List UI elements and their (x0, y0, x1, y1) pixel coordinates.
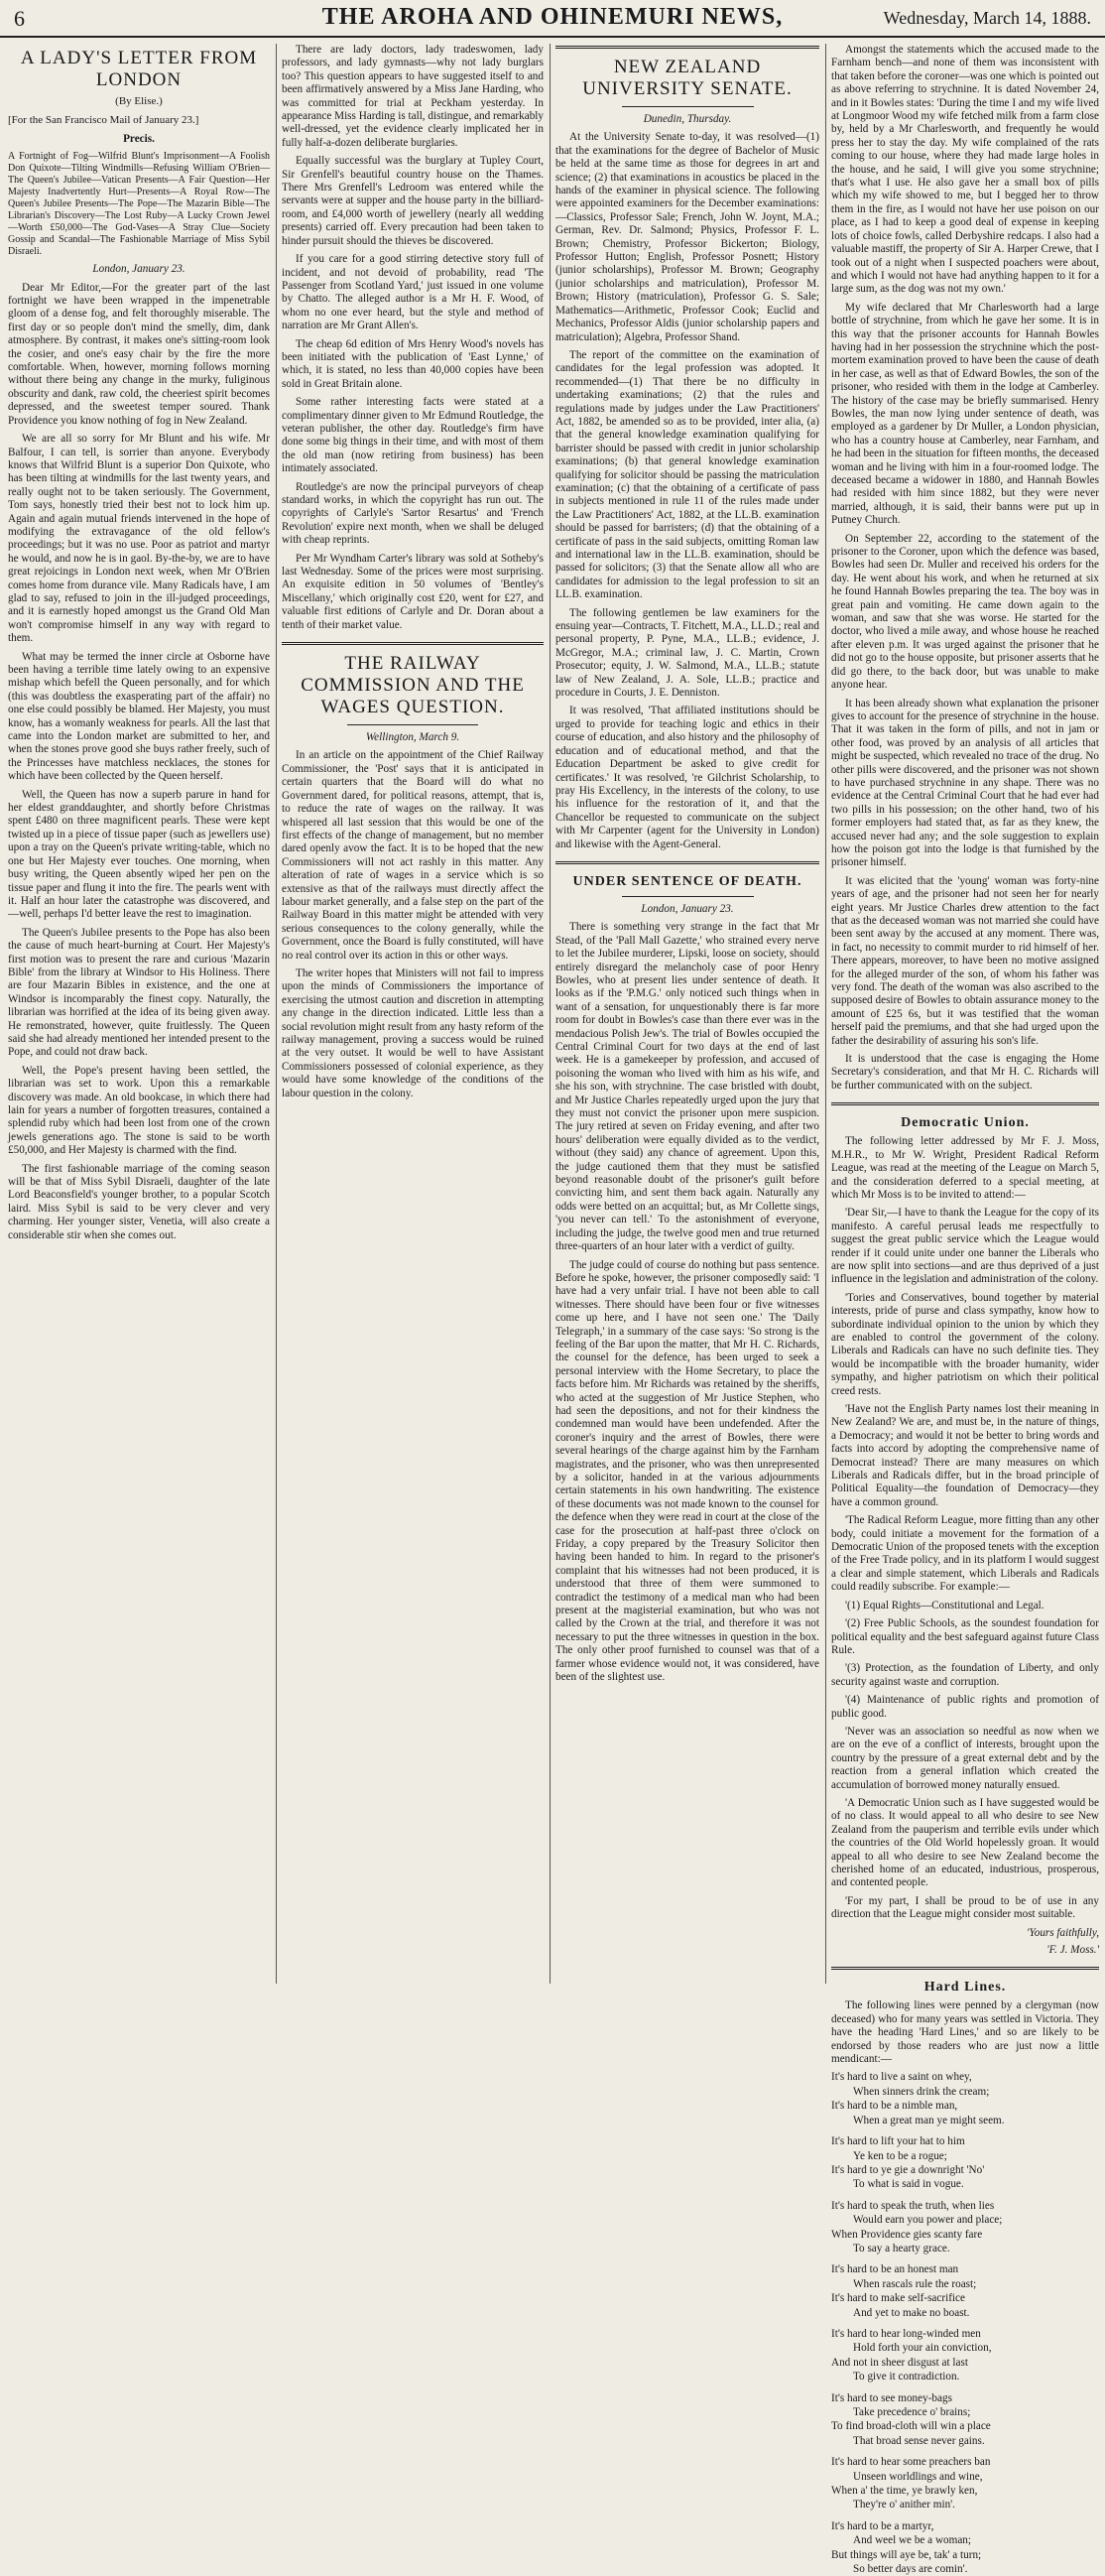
poem-line: It's hard to speak the truth, when lies (831, 2199, 995, 2212)
poem-stanza (831, 2392, 1099, 2449)
sentence-paragraph: On September 22, according to the statement of the prisoner to the Coroner, upon which the defence was based, Bowles had seen Dr. Muller and received his orders for the day. He went about his work, and when he returned at six he found Hannah Bowles preparing the tea. The boy was in great pain and vomiting. He came down again to the woman, and saw that she was worse. He started for the doctor, who lived a mile away, and whose house he reached after eleven p.m. It was urged against the prisoner that he did not go to the house opposite, but prisoner asserts that he did go there, to the back door, but was unable to make anyone hear. (831, 532, 1099, 692)
poem-line: When rascals rule the roast; (853, 2277, 977, 2290)
union-paragraph: 'A Democratic Union such as I have suggested would be of no class. It would appeal to all who desire to see New Zealand from the pauperism and terrible evils under which the countries of the Old World hopelessly groan. It would appeal to all who desire to see New Zealand become the cherished home of an educated, industrious, prosperous, and contented people. (831, 1796, 1099, 1889)
poem-line: Ye ken to be a rogue; (853, 2149, 947, 2162)
letter-byline: (By Elise.) (115, 95, 163, 107)
poem-line: When Providence gies scanty fare (831, 2228, 983, 2241)
column-2 (282, 44, 544, 1984)
poem-stanza (831, 2200, 1099, 2256)
railway-dateline: Wellington, March 9. (365, 731, 460, 744)
section-divider (555, 46, 819, 49)
university-paragraph: The following gentlemen be law examiners for the ensuing year—Contracts, T. Fitchett, M.A., LL.D.; real and personal property, P. Pyne, M.A., LL.B.; evidence, J. McGregor, M.A.; criminal law, J. C. Martin, Crown Prosecutor; equity, J. W. Salmond, M.A., LL.B.; statute law of New Zealand, J. A. Sole, LL.B.; practice and procedure in Courts, J. E. Denniston. (555, 606, 819, 700)
letter-paragraph: Well, the Pope's present having been settled, the librarian was set to work. Upon this a remarkable discovery was made. An old bookcase, in which there had lain for years a number of forgotten treasures, contained a splendid ruby which had been lost from one of the crown jewels generations ago. The stone is said to be worth £50,000, and Her Majesty is charmed with the find. (8, 1064, 270, 1157)
section-divider (831, 1102, 1099, 1105)
union-paragraph: 'Have not the English Party names lost their meaning in New Zealand? We are, and must be, in the nature of things, a Democracy; and would it not be better to bring words and facts into accord by adopting the comprehensive name of Democrat instead? There are many measures on which Liberals and Radicals differ, but in the broad principle of Political Equality—the foundation of Democracy—they have a common ground. (831, 1403, 1099, 1508)
column-4 (831, 44, 1099, 2576)
poem-line: Would earn you power and place; (853, 2214, 1003, 2227)
poem-line: It's hard to hear long-winded men (831, 2327, 981, 2340)
letter-paragraph: Well, the Queen has now a superb parure in hand for her eldest granddaughter, and shortly before Christmas spent £480 on three magnificent pearls. These were kept twisted up in a piece of tissue paper (such as jewellers use) upon a tray on the Queen's private writing-table, which no one but Her Majesty ever touches. One morning, when busy writing, the Queen absently wiped her pen on the tissue paper and flung it into the fire. The pearls went with it. Half an hour later the catastrophe was discovered, and—well, perhaps I'd better leave the rest to imagination. (8, 788, 270, 921)
letter-paragraph: If you care for a good stirring detective story full of incident, and not devoid of probability, read 'The Passenger from Scotland Yard,' just issued in one volume by Chatto. The alleged author is a Mr H. F. Wood, of whom no one ever heard, but the style and method of narration are Mr Grant Allen's. (282, 253, 544, 332)
poem-line: And not in sheer disgust at last (831, 2356, 968, 2369)
poem-line: When sinners drink the cream; (853, 2085, 990, 2098)
letter-headline: A LADY'S LETTER FROM LONDON (20, 48, 258, 90)
hardlines-headline: Hard Lines. (923, 1980, 1007, 1996)
union-headline: Democratic Union. (901, 1115, 1030, 1131)
poem-line: It's hard to be an honest man (831, 2263, 959, 2276)
headline-rule (622, 106, 754, 107)
letter-paragraph: Dear Mr Editor,—For the greater part of the last fortnight we have been wrapped in the impenetrable gloom of a dense fog, and felt thoroughly miserable. The first day or so people don't mind the smelly, dim, dank atmosphere. By contrast, it makes one's sitting-room look the cosier, and one's easy chair by the fire the more comfortable. When, however, morning follows morning without there being any change in the murky, fuliginous obscurity and dank, raw cold, the cheeriest spirit becomes depressed, and the sweetest temper soured. Thank Providence you know nothing of fog in New Zealand. (8, 281, 270, 427)
poem-line: It's hard to lift your hat to him (831, 2135, 965, 2148)
poem-stanza (831, 2135, 1099, 2192)
railway-headline: THE RAILWAY COMMISSION AND THE WAGES QUESTION. (301, 653, 525, 718)
railway-paragraph: The writer hopes that Ministers will not fail to impress upon the minds of Commissioners the importance of exercising the utmost caution and discretion in attempting any change in the direction indicated. Little less than a social revolution might result from any hasty reform of the railway management, proving a success would be ruined at the very outset. It would be well to have Assistant Commissioners possessed of colonial experience, as they would have some knowledge of the conditions of the labour question in the colony. (282, 966, 544, 1099)
poem-line: When a' the time, ye brawly ken, (831, 2485, 978, 2498)
headline-rule (347, 724, 478, 725)
poem-stanza (831, 2071, 1099, 2127)
university-dateline: Dunedin, Thursday. (643, 113, 732, 125)
poem-line: To give it contradiction. (853, 2371, 960, 2383)
issue-date: Wednesday, March 14, 1888. (883, 8, 1091, 28)
poem-line: Unseen worldlings and wine, (853, 2470, 983, 2483)
poem-line: It's hard to see money-bags (831, 2391, 952, 2404)
section-divider (831, 1967, 1099, 1970)
column-3 (555, 44, 819, 1984)
letter-paragraph: The Queen's Jubilee presents to the Pope has also been the cause of much heart-burning at Court. Her Majesty's first motion was to present the rare and curious 'Mazarin Bible' from the library at Windsor to His Holiness. There are four Mazarin Bibles in existence, and the one at Windsor is incomparably the finest copy. Naturally, the librarian was horrified at the idea of its being given away. He remonstrated, however, quite fruitlessly. The Queen said she had already mentioned her intended present to the Pope, and could not draw back. (8, 926, 270, 1059)
letter-paragraph: Some rather interesting facts were stated at a complimentary dinner given to Mr Edmund Routledge, the veteran publisher, the other day. Routledge's firm have done some big things in their time, and with most of them the old man (now retiring from business) has been intimately associated. (282, 396, 544, 475)
sentence-paragraph: The judge could of course do nothing but pass sentence. Before he spoke, however, the prisoner composedly said: 'I have had a very unfair trial. I have not been able to call witnesses. There should have been four or five witnesses come up here, and I have not seen one.' The 'Daily Telegraph,' in a summary of the case says: 'So strong is the feeling of the Bar upon the matter, that Mr H. C. Richards, the counsel for the defence, has been urged to seek a personal interview with the Home Secretary, to place the facts before him. Mr Richards was retained by the sheriffs, who acted at the suggestion of Mr Justice Stephen, who had seen the depositions, and not for their kindness the condemned man would have been undefended. After the coroner's inquiry and the arrest of Bowles, there were several hearings of the charge against him by the Farnham magistrates, and the prisoner, who was then unrepresented by a solicitor, handed in at the various adjournments certain statements in his own handwriting. The existence of these documents was not made known to the counsel for the defence when they were read in court at the close of the case for the prosecution at half-past three o'clock on Friday, a copy prepared by the Treasury Solicitor then having been handed to him. In regard to the prisoner's complaint that his witnesses had not been produced, it is understood that three of them were summoned to contradict the testimony of a medical man who had been present at the magisterial examination, but who was not called by the Crown at the trial, and therefore it was not necessary to put the three witnesses in question in the box. The only other proof furnished to counsel was that of a farmer whose evidence would not, it was considered, have been of the slightest use. (555, 1258, 819, 1684)
poem-line: It's hard to be a martyr, (831, 2519, 934, 2532)
poem-line: To find broad-cloth will win a place (831, 2420, 991, 2433)
union-paragraph: '(1) Equal Rights—Constitutional and Legal. (845, 1599, 1044, 1611)
letter-dateline: London, January 23. (92, 263, 185, 276)
poem-stanza (831, 2456, 1099, 2512)
page-number: 6 (14, 6, 25, 31)
union-paragraph: 'Never was an association so needful as now when we are on the eve of a conflict of interests, brought upon the country by the pressure of a great external debt and by the reaction from a general inflation which created the accumulation of borrowed money naturally ensued. (831, 1725, 1099, 1791)
union-paragraph: 'Tories and Conservatives, bound together by material interests, pride of purse and class sympathy, know how to subordinate individual opinion to the union by which they are enabled to control the government of the colony. Liberals and Radicals can have no such definite ties. They would be incompatible with the broader humanity, wider sympathy, and higher patriotism on which their political creed rests. (831, 1291, 1099, 1397)
column-rule (825, 44, 826, 1984)
sentence-paragraph: It was elicited that the 'young' woman was forty-nine years of age, and the prisoner had not seen her for nearly eight years. Mr Justice Charles drew attention to the fact that as the deceased woman was not married she could have been sent away by the accused at any moment. There was, in fact, no necessity to commit murder to rid himself of her. There appears, moreover, to have been no motive assigned for the alleged murder of the son, of whom his father was very fond. The death of the woman was also ascribed to the supposed desire of Bowles to obtain assurance money to the amount of £25 6s, but it was testified that the woman herself paid the premiums, and that she had urged upon the father the desirability of assuring his son's life. (831, 874, 1099, 1047)
sentence-paragraph: There is something very strange in the fact that Mr Stead, of the 'Pall Mall Gazette,' who strained every nerve to let the Jubilee murderer, Lipski, loose on society, should entirely disregard the melancholy case of poor Henry Bowles, who at present lies under sentence of death. It looks as if the 'P.M.G.' only noticed such things when in want of a sensation, for unquestionably there is far more room for doubt in Bowles's case than there ever was in the mendacious Polish Jew's. The trial of Bowles occupied the Central Criminal Court for two days at the end of last week. He is a gamekeeper by profession, and accused of poisoning the woman who lived with him as his wife, and she his son, with strychnine. The case bristled with doubt, and Mr Justice Charles repeatedly urged upon the jury that they must not convict the prisoner upon mere suspicion. The jury retired at seven on Friday evening, and after two hours' deliberation were equally divided as to the verdict, without (they said) any chance of agreement. Upon this, the judge cautioned them that they must be satisfied beyond reasonable doubt of the prisoner's guilt before convicting him, and sent them back again. Naturally any odds were betted on an acquittal; but, as Mr Collette sings, 'you never can tell.' To the astonishment of everyone, including the judge, the twelve good men and true returned three-quarters of an hour later with a verdict of guilty. (555, 921, 819, 1253)
university-paragraph: At the University Senate to-day, it was resolved—(1) that the examinations for the degree of Bachelor of Music be held at the same time as those for degrees in art and science; (2) that examinations in acoustics be placed in the hands of the examiner in physical science. The following were appointed examiners for the December examinations:—Classics, Professor Sale; French, John W. Joynt, M.A.; German, Rev. Dr. Salmond; Physics, Professor F. L. Brown; Chemistry, Professor Bickerton; Biology, Professor Hutton; English, Professor Posnett; History (junior scholarships), Professor M. Brown; Geography (junior scholarships and matriculation), Professor M. Brown; History (matriculation), Professor G. S. Sale; Mathematics—Arithmetic, Professor Cook; Euclid and Mechanics, Professor Aldis (junior scholarship papers and matriculation); Algebra, Professor Shand. (555, 131, 819, 343)
poem-line: And weel we be a woman; (853, 2534, 971, 2547)
union-paragraph: The following letter addressed by Mr F. J. Moss, M.H.R., to Mr W. Wright, President Radical Reform League, was read at the meeting of the League on March 5, and the consideration deferred to a special meeting, at which Mr Moss is to be invited to attend:— (831, 1135, 1099, 1201)
column-rule (550, 44, 551, 1984)
hardlines-intro: The following lines were penned by a clergyman (now deceased) who for many years was settled in Victoria. They have the heading 'Hard Lines,' and so are likely to be endorsed by those readers who are just now a little mendicant:— (831, 1999, 1099, 2066)
newspaper-title: THE AROHA AND OHINEMURI NEWS, (321, 4, 784, 30)
sentence-paragraph: My wife declared that Mr Charlesworth had a large bottle of strychnine, from which he gave her some. It is in this way that the prisoner accounts for Hannah Bowles having had in her possession the strychnine which the post-mortem examination proved to have been the cause of death in her case, as well as that of Edward Bowles, the son of the prisoner, who resided with them in the lodge at Camberley. The history of the case may be briefly summarised. Henry Bowles, the man now lying under sentence of death, was employed as a gardener by Dr Muller, a London physician, who has a country house at Camberley, near Farnham, and he had been in the situation for fifteen months, the deceased woman and he living with him in a four-roomed lodge. The deceased became a widower in 1880, and Hannah Bowles had resided with him since 1882, but they were never married, although, it is said, their banns were put up in Putney Church. (831, 301, 1099, 527)
poem-stanza (831, 2520, 1099, 2576)
poem-line: When a great man ye might seem. (853, 2114, 1005, 2126)
poem-line: And yet to make no boast. (853, 2306, 970, 2319)
poem (831, 2071, 1099, 2576)
university-paragraph: It was resolved, 'That affiliated institutions should be urged to provide for teaching logic and ethics in their course of education, and also history and the philosophy of education and of educational method, and that the Education Department be asked to give credit for certificates.' It was resolved, 're Gilchrist Scholarship, to pray His Excellency, in the interests of the colony, to use his influence for the restoration of it, and that the Chancellor be requested to communicate on the subject with Mr Carpenter (agent for the University in London) and likewise with the Agent-General. (555, 705, 819, 850)
union-paragraph: 'The Radical Reform League, more fitting than any other body, could initiate a movement for the formation of a Democratic Union of the proposed tenets with the exception of the Free Trade policy, and in its platform I would suggest a clear and simple statement, which Liberals and Radicals could readily subscribe. For example:— (831, 1514, 1099, 1594)
sentence-paragraph: It has been already shown what explanation the prisoner gives to account for the presence of strychnine in the house. That it was taken in the form of pills, and not in jam or other food, was proved by an analysis of all articles that might be suspected, which revealed no trace of the drug. No other pills were discovered, and the prisoner was not shown to have purchased strychnine in any shape. There was no evidence at the Central Criminal Court that he had ever had two pills in his possession; on the other hand, two of his former employers had stated that, as far as they knew, the accused never had any; and the sole suggestion to explain how the poison got into the lodge is that furnished by the prisoner himself. (831, 697, 1099, 869)
letter-precis: A Fortnight of Fog—Wilfrid Blunt's Imprisonment—A Foolish Don Quixote—Tilting Windmills—Refusing William O'Brien—The Queen's Jubilee—Vatican Presents—A Fair Question—Her Majesty Inadvertently Hurt—Presents—A Royal Row—The Queen's Jubilee Presents—The Pope—The Mazarin Bible—The Librarian's Discovery—The Lost Ruby—A Lucky Crown Jewel—Worth £50,000—The God-Vases—A Stray Clue—Society Gossip and Scandal—The Fashionable Marriage of Miss Sybil Disraeli. (8, 151, 270, 258)
letter-paragraph: The first fashionable marriage of the coming season will be that of Miss Sybil Disraeli, daughter of the late Lord Beaconsfield's younger brother, to a popular Scotch laird. Miss Sybil is said to be very clever and very charming. Her younger sister, Venetia, will also create a considerable stir when she comes out. (8, 1162, 270, 1241)
poem-line: Take precedence o' brains; (853, 2406, 971, 2418)
sentence-paragraph: Amongst the statements which the accused made to the Farnham bench—and none of them was inconsistent with that taken before the coroner—was one which is pointed out as above referring to strychnine. It is dated November 24, and in it Bowles states: 'During the time I and my wife lived at Longmoor Wood my wife fetched milk from a farm close by, held by a Mr Charlesworth, and frequently he would press her to stay the day. My wife complained of the rats coming to our house, where they had made large holes in the house, and he said, I will give you some strychnine; that's what I use. He also gave her a small box of pills which my wife showed to me, but I begged her to throw them in the fire, as I would not have her use poison on our place, as I had to keep a good deal of expense in keeping lots of choice fowls, called Derbyshire redcaps. I also had a valuable mastiff, the property of Sir A. Harper Crewe, that I took out of a night when I suspected poachers were about, and which I would not have had anything happen to it for a large sum, as the dog was not my own.' (831, 44, 1099, 296)
poem-line: It's hard to live a saint on whey, (831, 2071, 972, 2084)
union-paragraph: '(4) Maintenance of public rights and promotion of public good. (831, 1694, 1099, 1720)
sentence-dateline: London, January 23. (641, 902, 734, 915)
poem-line: They're o' anither min'. (853, 2499, 955, 2512)
sentence-paragraph: It is understood that the case is engaging the Home Secretary's consideration, and that Mr H. C. Richards will be further communicated with on the subject. (831, 1053, 1099, 1092)
union-paragraph: '(3) Protection, as the foundation of Liberty, and only security against waste and corruption. (831, 1662, 1099, 1688)
letter-paragraph: The cheap 6d edition of Mrs Henry Wood's novels has been initiated with the publication of 'East Lynne,' of which, it is stated, no less than 40,000 copies have been sold in Great Britain alone. (282, 337, 544, 390)
headline-rule (622, 896, 754, 897)
poem-line: So better days are comin'. (853, 2563, 968, 2576)
poem-line: It's hard to ye gie a downright 'No' (831, 2163, 985, 2176)
letter-source-note: [For the San Francisco Mail of January 23.] (8, 114, 199, 127)
section-divider (555, 861, 819, 864)
letter-paragraph: Per Mr Wyndham Carter's library was sold at Sotheby's last Wednesday. Some of the prices were most surprising. An exquisite edition in 50 volumes of 'Bentley's Miscellany,' which originally cost £20, went for £27, and valuable first editions of Carlyle and Dr. Doran about a tenth of their market value. (282, 552, 544, 631)
union-paragraph: 'For my part, I shall be proud to be of use in any direction that the League might consider most suitable. (831, 1894, 1099, 1921)
poem-line: That broad sense never gains. (853, 2434, 985, 2447)
union-signature: 'F. J. Moss.' (1046, 1944, 1099, 1957)
union-closing: 'Yours faithfully, (1027, 1926, 1099, 1939)
poem-stanza (831, 2263, 1099, 2320)
letter-paragraph: Routledge's are now the principal purveyors of cheap standard works, in which the copyright has run out. The copyrights of Carlyle's 'Sartor Resartus' and 'French Revolution' expire next month, when we shall be deluged with cheap reprints. (282, 480, 544, 547)
poem-line: To what is said in vogue. (853, 2178, 964, 2191)
poem-line: It's hard to make self-sacrifice (831, 2292, 965, 2305)
university-paragraph: The report of the committee on the examination of candidates for the legal profession was adopted. It recommended—(1) That there be no difficulty in undertaking examinations; (2) that the rules and regulations made by judges under the Law Practitioners' Act, 1882, be amended so as to be provided, inter alia, (a) that the general knowledge examination qualifying for barrister should be passed with credit in junior scholarship examinations; (b) that general knowledge examination qualifying for solicitor should be passing the matriculation examination; (c) that the obtaining of a certificate of pass in subjects mentioned in rule 11 of the rules made under the Law Practitioners' Act, 1882, at the LL.B. examination should be passed for barristers; (d) that the obtaining of a certificate of pass in the said subjects, omitting Roman law and international law in the LL.B. examination, should be passed for solicitors; (3) that the Senate allow all who are candidates for admission to the legal profession to sit an LL.B. examination. (555, 348, 819, 601)
poem-stanza (831, 2328, 1099, 2384)
letter-paragraph: We are all so sorry for Mr Blunt and his wife. Mr Balfour, I can tell, is sorrier than anyone. Everybody knows that Wilfrid Blunt is a superior Don Quixote, who has been tilting at windmills for the last twenty years, and really ought not to be taken seriously. The Government, Tom says, honestly tried their best not to lock him up. Again and again mutual friends intervened in the hope of modifying the extravagance of the old fellow's proceedings; but it was no use. Poor as patriot and martyr he would, and now he is in gaol. By-the-by, we are to have great rejoicings in London next week, when Mr O'Brien comes home from durance vile. Many Radicals have, I am glad to say, refused to join in the ill-judged proceedings, and it is earnestly hoped amongst us the Grand Old Man won't compromise himself in any way with regard to them. (8, 433, 270, 645)
letter-paragraph: What may be termed the inner circle at Osborne have been having a terrible time lately owing to an expensive mishap which befell the Queen personally, and for which (this was doubtless the exasperating part of the affair) no one else could possibly be blamed. Her Majesty, you must know, has a womanly weakness for pearls. All the last that came into the London market are submitted to her, and when the stones prove good she buys rather freely, such of the Princesses have matchless necklaces, the stones for which have been collected by the Queen herself. (8, 650, 270, 783)
masthead (0, 0, 1105, 38)
poem-line: Hold forth your ain conviction, (853, 2342, 992, 2355)
university-headline: NEW ZEALAND UNIVERSITY SENATE. (582, 57, 793, 99)
letter-paragraph: Equally successful was the burglary at Tupley Court, Sir Grenfell's beautiful country house on the Thames. There Mrs Grenfell's Ledroom was entered while the servants were at supper and the house party in the billiard-room, and £4,000 worth of jewellery (nearly all wedding presents) carried off. Every precaution had been taken to hinder pursuit should the thieves be discovered. (282, 155, 544, 247)
poem-line: But things will aye be, tak' a turn; (831, 2548, 982, 2561)
poem-line: It's hard to hear some preachers ban (831, 2456, 991, 2469)
poem-line: It's hard to be a nimble man, (831, 2100, 958, 2113)
letter-paragraph: There are lady doctors, lady tradeswomen, lady professors, and lady gymnasts—why not lady burglars too? This question appears to have suggested itself to and been affirmatively answered by a Miss Jane Harding, who was committed for trial at Peckham yesterday. In appearance Miss Harding is tall, distingue, and remarkably well-dressed, yet the evidence clearly implicated her in fully half-a-dozen deliberate burglaries. (282, 44, 544, 149)
sentence-headline: UNDER SENTENCE OF DEATH. (572, 873, 802, 889)
railway-paragraph: In an article on the appointment of the Chief Railway Commissioner, the 'Post' says that it is anticipated in certain quarters that the Board will do what no Government dared, for political reasons, attempt, that is, to reduce the rate of wages on the railway. It was whispered all last session that this would be one of the first effects of the change of management, but no member dared openly avow the fact. It is to be hoped that the new Commissioners will not act rashly in this matter. Any alteration of rate of wages in a service which is so extensive as that of the railways must directly affect the labour market generally, and a false step on the part of the Railway Board in this matter might be attended with very serious consequences to the colony generally, while the Government, once the Board is fully constituted, will have no real control over its action in this or other ways. (282, 749, 544, 962)
union-paragraph: '(2) Free Public Schools, as the soundest foundation for political equality and the best safeguard against future Class Rule. (831, 1617, 1099, 1656)
section-divider (282, 642, 544, 645)
poem-line: To say a hearty grace. (853, 2242, 950, 2254)
column-1 (8, 44, 270, 1984)
column-rule (276, 44, 277, 1984)
union-paragraph: 'Dear Sir,—I have to thank the League for the copy of its manifesto. A careful perusal leads me respectfully to suggest the great public service which the League would render if it could unite under one banner the Liberals who are now split into sections—and are thus deprived of a just influence in the legislation and administration of the colony. (831, 1207, 1099, 1286)
precis-label: Precis. (123, 132, 155, 145)
